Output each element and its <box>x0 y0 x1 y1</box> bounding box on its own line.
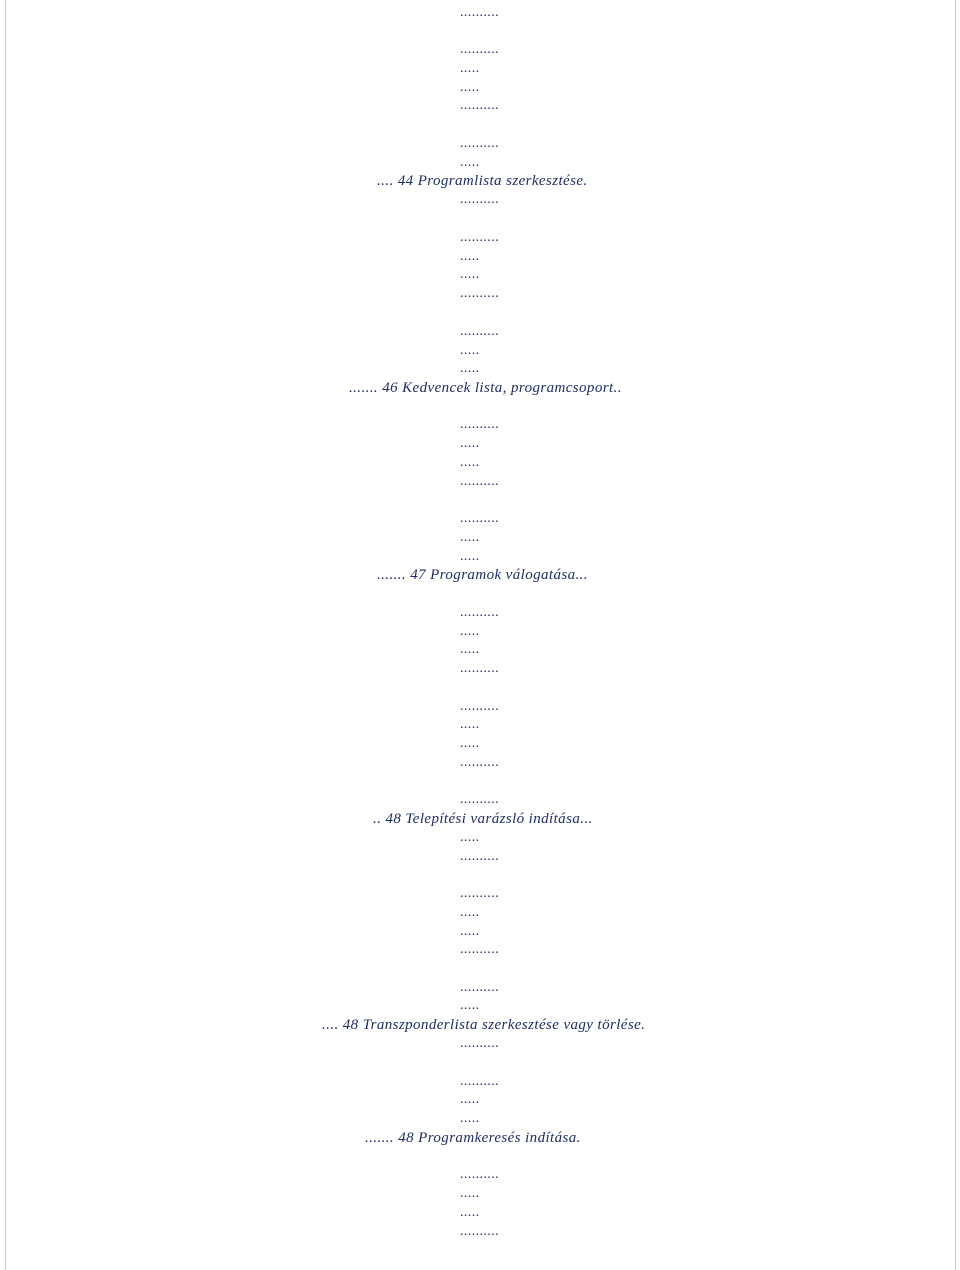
left-margin-rule <box>5 0 6 1270</box>
leader-dots: ..... <box>460 361 480 376</box>
leader-dots: ..... <box>460 61 480 76</box>
leader-dots: .......... <box>460 286 499 301</box>
leader-dots: .......... <box>460 605 499 620</box>
leader-dots: ..... <box>460 905 480 920</box>
leader-dots: .......... <box>460 230 499 245</box>
leader-dots: .......... <box>460 661 499 676</box>
toc-entry-48-install[interactable]: .. 48 Telepítési varázsló indítása... <box>373 811 593 827</box>
leader-dots: .......... <box>460 699 499 714</box>
leader-dots: .......... <box>460 1224 499 1239</box>
leader-dots: .......... <box>460 511 499 526</box>
leader-dots: .......... <box>460 98 499 113</box>
toc-entry-48-search[interactable]: ....... 48 Programkeresés indítása. <box>365 1130 581 1146</box>
leader-dots: ..... <box>460 249 480 264</box>
leader-dots: ..... <box>460 624 480 639</box>
leader-dots: ..... <box>460 80 480 95</box>
leader-dots: .......... <box>460 1036 499 1051</box>
leader-dots: .......... <box>460 417 499 432</box>
leader-dots: ..... <box>460 155 480 170</box>
leader-dots: ..... <box>460 1092 480 1107</box>
leader-dots: ..... <box>460 436 480 451</box>
leader-dots: ..... <box>460 1111 480 1126</box>
toc-entry-48-transponder[interactable]: .... 48 Transzponderlista szerkesztése vagy törlése. <box>322 1017 646 1033</box>
leader-dots: ..... <box>460 267 480 282</box>
leader-dots: .......... <box>460 42 499 57</box>
leader-dots: ..... <box>460 736 480 751</box>
leader-dots: ..... <box>460 455 480 470</box>
leader-dots: ..... <box>460 998 480 1013</box>
right-margin-rule <box>955 0 956 1270</box>
leader-dots: ..... <box>460 549 480 564</box>
leader-dots: ..... <box>460 924 480 939</box>
leader-dots: .......... <box>460 792 499 807</box>
leader-dots: ..... <box>460 830 480 845</box>
leader-dots: ..... <box>460 642 480 657</box>
toc-entry-47[interactable]: ....... 47 Programok válogatása... <box>377 567 588 583</box>
toc-entry-46[interactable]: ....... 46 Kedvencek lista, programcsoport.. <box>349 380 622 396</box>
leader-dots: ..... <box>460 1205 480 1220</box>
leader-dots: .......... <box>460 474 499 489</box>
leader-dots: .......... <box>460 5 499 20</box>
leader-dots: ..... <box>460 530 480 545</box>
toc-entry-44[interactable]: .... 44 Programlista szerkesztése. <box>377 173 588 189</box>
leader-dots: .......... <box>460 942 499 957</box>
leader-dots: ..... <box>460 1186 480 1201</box>
leader-dots: .......... <box>460 849 499 864</box>
leader-dots: .......... <box>460 755 499 770</box>
leader-dots: .......... <box>460 1074 499 1089</box>
leader-dots: .......... <box>460 1167 499 1182</box>
leader-dots: .......... <box>460 980 499 995</box>
leader-dots: ..... <box>460 717 480 732</box>
leader-dots: ..... <box>460 343 480 358</box>
leader-dots: .......... <box>460 136 499 151</box>
leader-dots: .......... <box>460 192 499 207</box>
leader-dots: .......... <box>460 886 499 901</box>
leader-dots: .......... <box>460 324 499 339</box>
